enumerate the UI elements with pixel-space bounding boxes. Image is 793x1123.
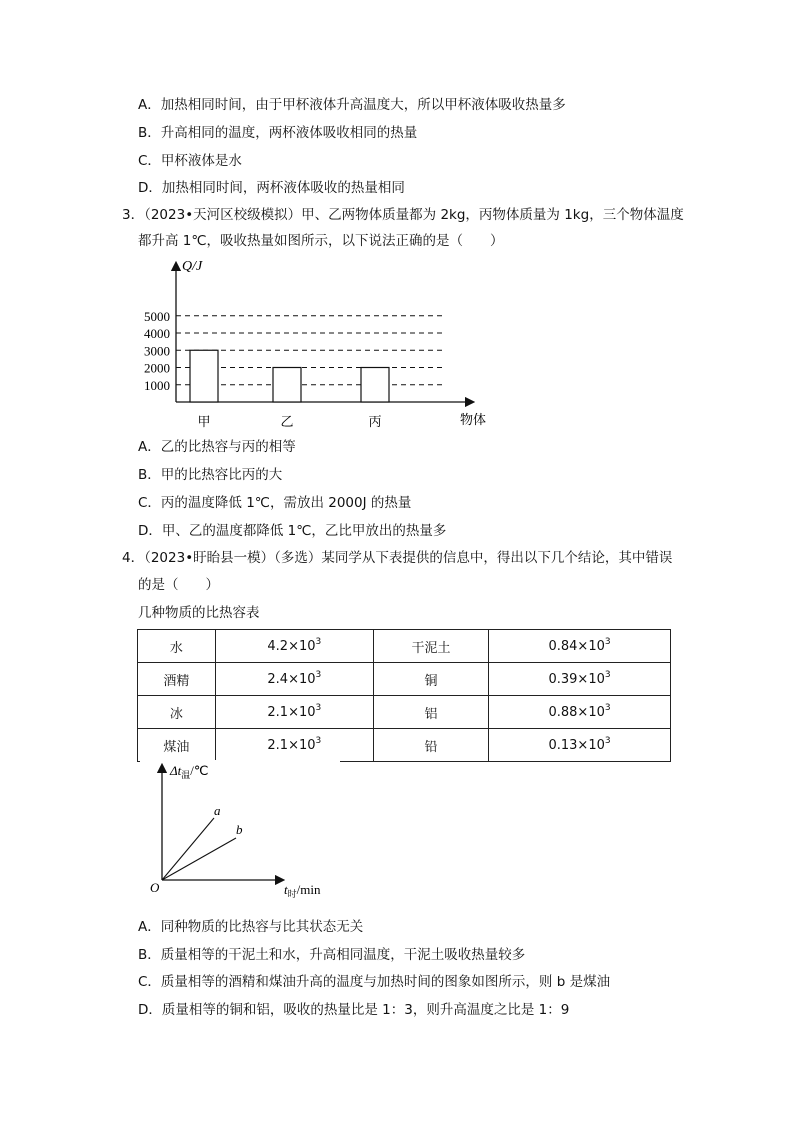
table-title: 几种物质的比热容表: [138, 605, 260, 621]
x-axis-label: 物体: [460, 412, 487, 427]
material-cell: 酒精: [138, 663, 216, 696]
y-tick-label: 1000: [144, 377, 170, 393]
heat-value-cell: $2.1\times 10^3$: [215, 729, 373, 762]
origin-label: O: [150, 880, 160, 895]
table-row: [138, 630, 671, 663]
q4-option-a: A．同种物质的比热容与比其状态无关: [138, 919, 364, 935]
heat-value-cell: $2.1\times 10^3$: [215, 696, 373, 729]
material-cell: 煤油: [138, 729, 216, 762]
line-a-label: a: [214, 803, 221, 818]
q2-option-a: A．加热相同时间，由于甲杯液体升高温度大，所以甲杯液体吸收热量多: [138, 97, 566, 113]
q3-option-c: C．丙的温度降低 1℃，需放出 2000J 的热量: [138, 495, 412, 511]
y-tick-label: 3000: [144, 343, 170, 359]
bar-2: [273, 368, 301, 403]
graph-y-label: $\Delta t_温/℃$: [170, 763, 209, 780]
q4-option-c: C．质量相等的酒精和煤油升高的温度与加热时间的图象如图所示，则 b 是煤油: [138, 974, 611, 990]
q3-stem-line2: 都升高 1℃，吸收热量如图所示，以下说法正确的是（ ）: [138, 233, 504, 249]
y-tick-label: 2000: [144, 360, 170, 376]
material-cell: 铅: [373, 729, 488, 762]
q2-option-d: D．加热相同时间，两杯液体吸收的热量相同: [138, 180, 405, 196]
y-tick-label: 5000: [144, 308, 170, 324]
q3-option-b: B．甲的比热容比丙的大: [138, 467, 283, 483]
q4-stem-line2: 的是（ ）: [138, 577, 219, 593]
table-row: [138, 729, 671, 762]
heat-value-cell: $0.39\times 10^3$: [489, 663, 671, 696]
material-cell: 干泥土: [373, 630, 488, 663]
y-tick-label: 4000: [144, 326, 170, 341]
q3-option-a: A．乙的比热容与丙的相等: [138, 439, 296, 455]
heat-value-cell: $2.4\times 10^3$: [215, 663, 373, 696]
heat-value-cell: $4.2\times 10^3$: [215, 630, 373, 663]
material-cell: 铝: [373, 696, 488, 729]
line-b: [162, 838, 236, 880]
table-row: [138, 663, 671, 696]
q4-option-d: D．质量相等的铜和铝，吸收的热量比是 1：3，则升高温度之比是 1：9: [138, 1002, 570, 1018]
q3-stem-line1: 3．（2023•天河区校级模拟）甲、乙两物体质量都为 2kg，丙物体质量为 1kg，三个物体温度: [122, 207, 684, 223]
line-b-label: b: [236, 822, 243, 837]
y-axis-label: Q/J: [182, 259, 203, 274]
q4-stem-line1: 4．（2023•盱眙县一模）（多选）某同学从下表提供的信息中，得出以下几个结论，其中错误: [122, 550, 673, 566]
q3-option-d: D．甲、乙的温度都降低 1℃，乙比甲放出的热量多: [138, 523, 447, 539]
temperature-time-graph: [140, 760, 340, 900]
q2-option-c: C．甲杯液体是水: [138, 153, 242, 169]
material-cell: 水: [138, 630, 216, 663]
table-row: [138, 696, 671, 729]
line-a: [162, 818, 214, 880]
q4-option-b: B．质量相等的干泥土和水，升高相同温度，干泥土吸收热量较多: [138, 947, 526, 963]
specific-heat-table: [137, 629, 671, 762]
category-label: 乙: [280, 414, 294, 429]
category-label: 丙: [368, 414, 382, 429]
graph-x-label: $t_时/\min$: [284, 882, 321, 899]
heat-value-cell: $0.84\times 10^3$: [489, 630, 671, 663]
q2-option-b: B．升高相同的温度，两杯液体吸收相同的热量: [138, 125, 418, 141]
heat-value-cell: $0.13\times 10^3$: [489, 729, 671, 762]
q3-bar-chart: [130, 252, 490, 437]
category-label: 甲: [197, 414, 211, 429]
heat-value-cell: $0.88\times 10^3$: [489, 696, 671, 729]
bar-1: [190, 350, 218, 402]
material-cell: 冰: [138, 696, 216, 729]
material-cell: 铜: [373, 663, 488, 696]
bar-3: [361, 368, 389, 403]
